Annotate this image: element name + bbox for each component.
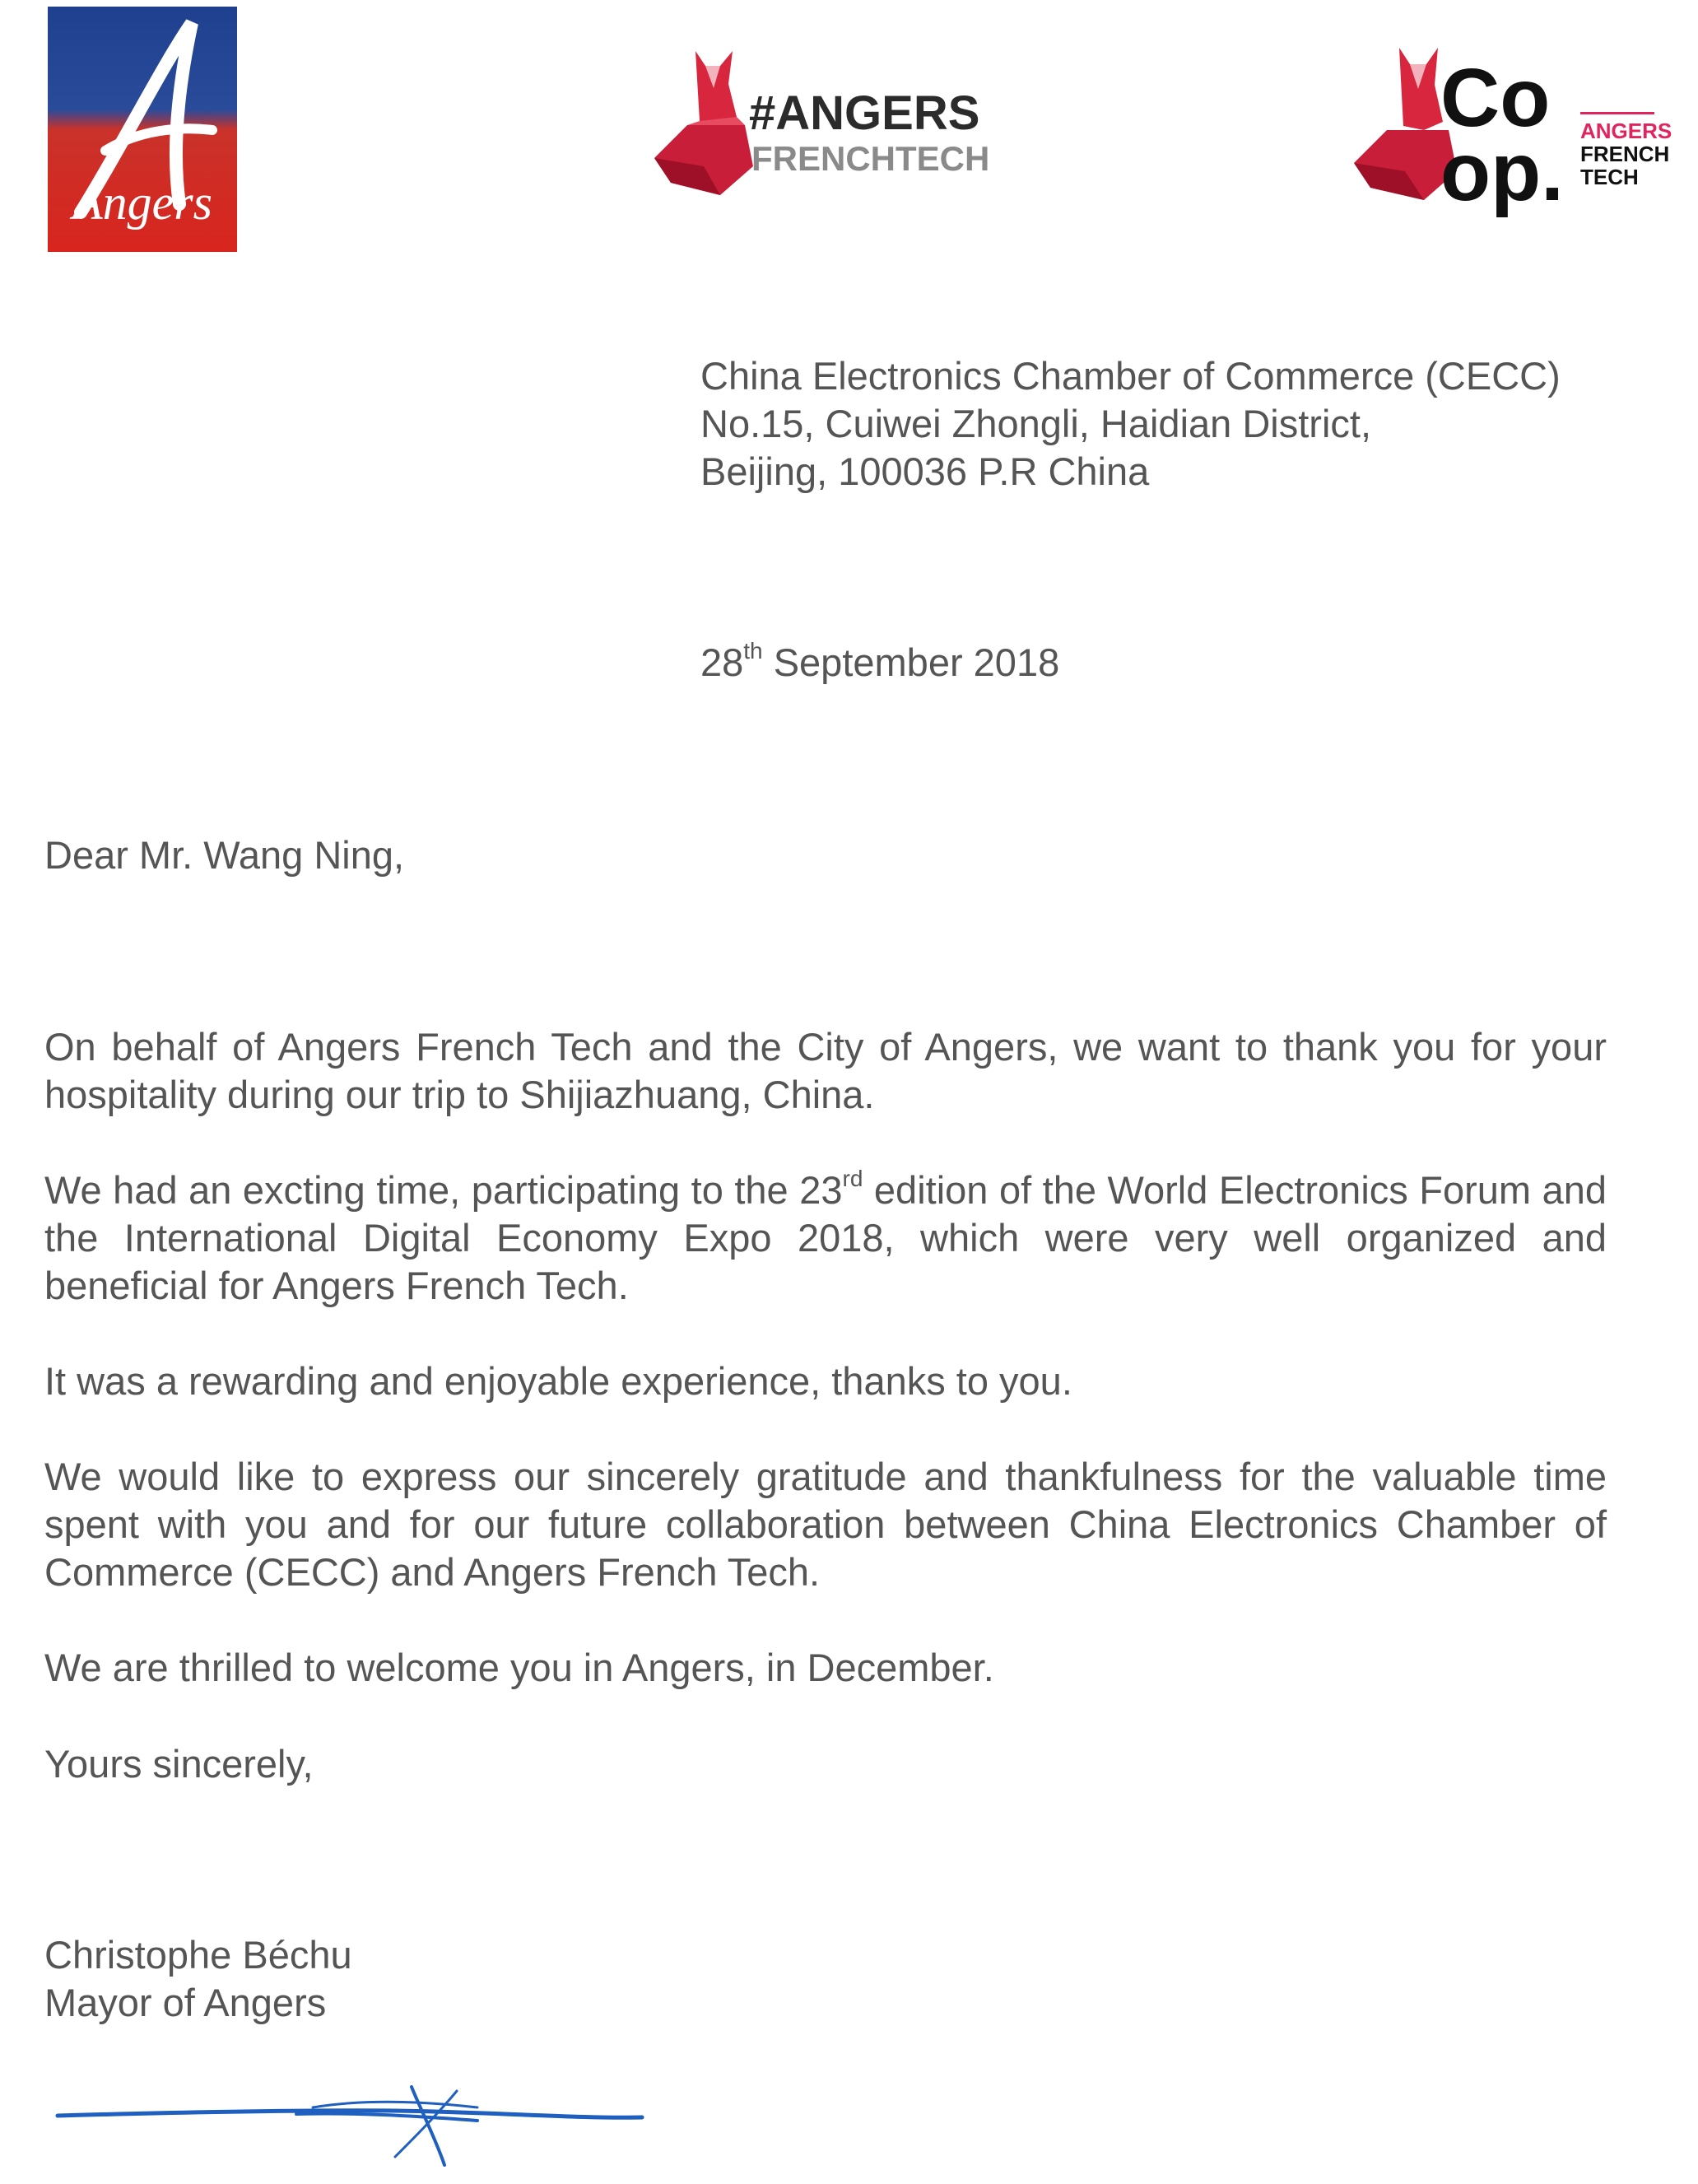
closing: Yours sincerely, — [44, 1742, 314, 1786]
coop-line2: op. — [1440, 126, 1564, 218]
angers-city-logo — [48, 7, 237, 252]
angers-logo-text: Angers — [72, 175, 212, 230]
angers-frenchtech-logo — [654, 51, 992, 199]
signer-block — [44, 1931, 352, 2027]
recipient-line1: China Electronics Chamber of Commerce (CECC) — [700, 354, 1561, 398]
p2-start: We had an excting time, participating to the 23 — [44, 1168, 843, 1212]
recipient-line3: Beijing, 100036 P.R China — [700, 449, 1150, 493]
coop-line1: Co — [1440, 52, 1551, 144]
date-day: 28 — [700, 640, 744, 684]
p2-end: edition of the World Electronics Forum and the International Digital Economy Expo 2018, which were very well organized and beneficial for Angers French Tech. — [44, 1168, 1607, 1307]
date-rest: September 2018 — [762, 640, 1060, 684]
body-paragraph-1: On behalf of Angers French Tech and the City of Angers, we want to thank you for your hospitality during our trip to Shijiazhuang, China. — [44, 1025, 1607, 1116]
body-paragraph-4: We would like to express our sincerely gratitude and thankfulness for the valuable time spent with you and for our future collaboration between China Electronics Chamber of Commerce (CECC) and Angers French Tech. — [44, 1455, 1607, 1594]
letter-body — [44, 1023, 1607, 1692]
signer-name: Christophe Béchu — [44, 1933, 352, 1977]
coop-frenchtech-logo — [1354, 48, 1672, 218]
coop-side1: ANGERS — [1580, 119, 1672, 143]
body-paragraph-5: We are thrilled to welcome you in Angers, in December. — [44, 1646, 994, 1689]
letter-date — [700, 639, 1059, 687]
signer-title: Mayor of Angers — [44, 1981, 327, 2024]
coop-side2: FRENCH — [1580, 142, 1670, 166]
handwritten-signature — [49, 2083, 667, 2173]
recipient-line2: No.15, Cuiwei Zhongli, Haidian District, — [700, 402, 1371, 445]
coop-side3: TECH — [1580, 165, 1639, 189]
body-paragraph-3: It was a rewarding and enjoyable experience, thanks to you. — [44, 1359, 1072, 1403]
frenchtech-line2: FRENCHTECH — [751, 139, 990, 178]
p2-sup: rd — [842, 1166, 863, 1192]
frenchtech-line1: #ANGERS — [749, 86, 980, 140]
body-paragraph-2 — [44, 1167, 1607, 1310]
salutation: Dear Mr. Wang Ning, — [44, 833, 405, 877]
recipient-address — [700, 352, 1647, 496]
date-suffix: th — [743, 638, 763, 664]
fox-icon — [654, 51, 753, 195]
